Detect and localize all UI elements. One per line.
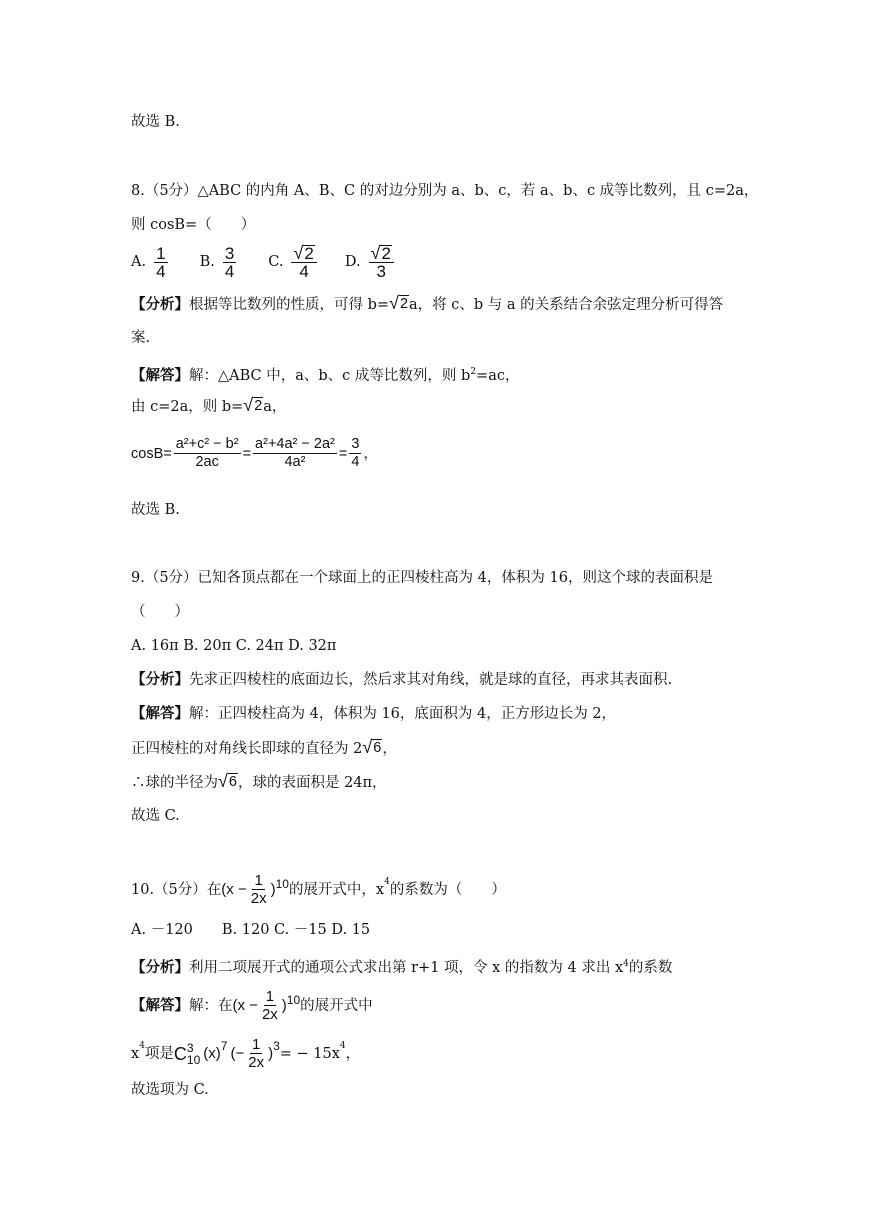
q8-solution-line2	[131, 396, 286, 417]
frac-denominator: 2x	[250, 890, 267, 907]
frac-numerator: √ 2	[291, 244, 316, 263]
binomial-expression	[233, 988, 301, 1023]
stem-text: 10.（5分）在	[131, 881, 222, 898]
solution-text: 正四棱柱的对角线长即球的直径为 2	[131, 741, 363, 757]
analysis-text: 根据等比数列的性质，可得 b=	[189, 297, 390, 313]
solution-text: a，	[263, 399, 287, 415]
sqrt-argument: 2	[399, 296, 409, 312]
q8-option-a-fraction	[154, 245, 167, 280]
expr-open: (x −	[232, 996, 258, 1014]
cos-fraction-2	[253, 436, 337, 471]
cos-fraction-3	[349, 436, 361, 471]
term-result: = − 15x	[279, 1045, 340, 1062]
solution-text: 解：在	[189, 997, 233, 1014]
frac-denominator: 4a²	[284, 454, 306, 470]
superscript: 2	[470, 367, 477, 377]
expr-fraction	[249, 872, 269, 907]
combination-symbol: C	[173, 1043, 187, 1064]
exponent: 3	[273, 1039, 280, 1053]
expr-open: (−	[230, 1044, 245, 1062]
frac-numerator: a²+4a² − 2a²	[255, 436, 335, 452]
q9-options: A. 16π B. 20π C. 24π D. 32π	[131, 638, 337, 654]
binomial-expression	[221, 872, 289, 907]
analysis-tag: 【分析】	[131, 296, 189, 313]
exponent: 10	[275, 877, 289, 891]
exponent: 10	[286, 993, 301, 1007]
frac-denominator: 3	[376, 262, 386, 281]
analysis-text: a，将 c、b 与 a 的关系结合余弦定理分析可得答	[409, 297, 724, 313]
equals-sign: =	[338, 445, 348, 462]
q10-solution-line2	[131, 1036, 360, 1071]
frac-denominator: 4	[299, 262, 309, 281]
q8-option-d-label: D.	[344, 254, 361, 270]
q8-option-d-fraction	[369, 244, 394, 280]
analysis-text: 的系数	[628, 959, 673, 976]
q9-solution-line2	[131, 738, 397, 759]
superscript: 4	[139, 1041, 145, 1051]
q8-solution-line1	[131, 362, 519, 386]
frac-numerator: 1	[254, 872, 263, 889]
solution-text: ∴球的半径为	[131, 775, 218, 791]
frac-denominator: 2x	[261, 1006, 278, 1023]
frac-denominator: 4	[156, 261, 166, 281]
sqrt-argument: 6	[373, 740, 382, 756]
sqrt-argument: 6	[228, 774, 237, 790]
stem-text: 的展开式中，x	[288, 881, 385, 898]
equation-lhs: cosB=	[131, 445, 172, 462]
stem-text: 的系数为（ ）	[389, 881, 506, 898]
sqrt-expression: √ 6	[218, 771, 237, 791]
frac-numerator: 3	[224, 243, 235, 263]
term-text: x	[131, 1045, 140, 1062]
q8-option-b-label: B.	[199, 254, 215, 270]
analysis-text: 利用二项展开式的通项公式求出第 r+1 项，令 x 的指数为 4 求出 x	[189, 959, 624, 976]
solution-text: 的展开式中	[300, 997, 373, 1014]
solution-text: 解：正四棱柱高为 4，体积为 16，底面积为 4，正方形边长为 2，	[189, 706, 617, 722]
q10-solution-line1	[131, 988, 373, 1023]
q10-options: A. －120 B. 120 C. －15 D. 15	[131, 922, 371, 938]
binomial-term-expression	[174, 1036, 280, 1071]
frac-numerator: 1	[265, 988, 275, 1005]
q10-final-answer: 故选项为 C.	[131, 1082, 209, 1098]
superscript: 4	[384, 877, 390, 887]
q9-stem-line1: 9.（5分）已知各顶点都在一个球面上的正四棱柱高为 4，体积为 16，则这个球的表面积是	[131, 570, 713, 586]
analysis-text: 先求正四棱柱的底面边长，然后求其对角线，就是球的直径，再求其表面积.	[189, 672, 673, 688]
solution-text: =ac，	[476, 367, 520, 384]
q8-stem-line1: 8.（5分）△ABC 的内角 A、B、C 的对边分别为 a、b、c，若 a、b、c 成等比数列，且 c=2a，	[131, 183, 759, 199]
equals-sign: =	[242, 445, 252, 462]
superscript: 4	[623, 959, 629, 969]
prev-answer: 故选 B.	[131, 114, 180, 130]
solution-tag: 【解答】	[131, 996, 189, 1014]
frac-numerator: 1	[156, 243, 166, 263]
expr-open: (x −	[221, 880, 247, 898]
q9-stem-line2: （ ）	[131, 604, 189, 620]
q9-solution-line1	[131, 704, 616, 724]
sqrt-argument: 2	[304, 244, 314, 263]
q8-option-c-label: C.	[268, 254, 284, 270]
frac-denominator: 2ac	[195, 454, 219, 470]
expr-fraction	[260, 988, 280, 1023]
frac-denominator: 4	[351, 454, 360, 470]
term-fraction	[246, 1036, 266, 1071]
q8-option-b-fraction	[223, 245, 236, 280]
q8-option-c-fraction	[291, 244, 316, 280]
q8-analysis-line1	[131, 294, 723, 315]
analysis-tag: 【分析】	[131, 958, 189, 976]
punctuation: ，	[345, 1045, 361, 1062]
frac-numerator: 1	[251, 1036, 261, 1053]
combination-upper: 3	[186, 1040, 194, 1055]
q9-final-answer: 故选 C.	[131, 808, 180, 824]
solution-text: 由 c=2a，则 b=	[131, 399, 244, 415]
expr-close: )	[281, 996, 287, 1014]
q8-analysis-line2: 案.	[131, 330, 151, 346]
q8-final-answer: 故选 B.	[131, 502, 180, 518]
combination	[174, 1042, 200, 1066]
frac-numerator: a²+c² − b²	[175, 436, 239, 452]
solution-tag: 【解答】	[131, 705, 189, 722]
frac-numerator: 3	[351, 436, 360, 452]
superscript: 4	[339, 1041, 346, 1051]
sqrt-expression: √ 6	[362, 737, 382, 757]
q9-solution-line3	[131, 772, 387, 793]
frac-denominator: 4	[224, 261, 235, 281]
term-text: 项是	[144, 1045, 174, 1062]
q8-options	[131, 244, 396, 280]
q8-stem-line2: 则 cosB=（ ）	[131, 217, 256, 233]
solution-tag: 【解答】	[131, 366, 189, 384]
cos-fraction-1	[174, 436, 241, 471]
sqrt-argument: 2	[254, 398, 263, 414]
frac-numerator: √ 2	[369, 244, 394, 263]
exponent: 7	[220, 1039, 228, 1053]
solution-text: ，球的表面积是 24π，	[237, 775, 387, 791]
solution-text: 解：△ABC 中，a、b、c 成等比数列，则 b	[189, 367, 471, 384]
q8-option-a-label: A.	[131, 254, 147, 270]
solution-text: ，	[382, 741, 397, 757]
analysis-tag: 【分析】	[131, 671, 189, 688]
sqrt-expression: √ 2	[243, 395, 263, 415]
expr-close: )	[268, 1044, 274, 1062]
q10-analysis	[131, 954, 672, 978]
sqrt-expression: √ 2	[389, 293, 409, 313]
q10-stem	[131, 872, 506, 907]
frac-denominator: 2x	[248, 1054, 265, 1071]
sqrt-argument: 2	[381, 244, 391, 263]
expr-close: )	[270, 880, 276, 898]
term-base: (x)	[203, 1044, 221, 1062]
q9-analysis	[131, 670, 672, 690]
punctuation: ，	[363, 445, 378, 462]
combination-lower: 10	[186, 1052, 201, 1067]
q8-cos-equation	[131, 436, 378, 471]
